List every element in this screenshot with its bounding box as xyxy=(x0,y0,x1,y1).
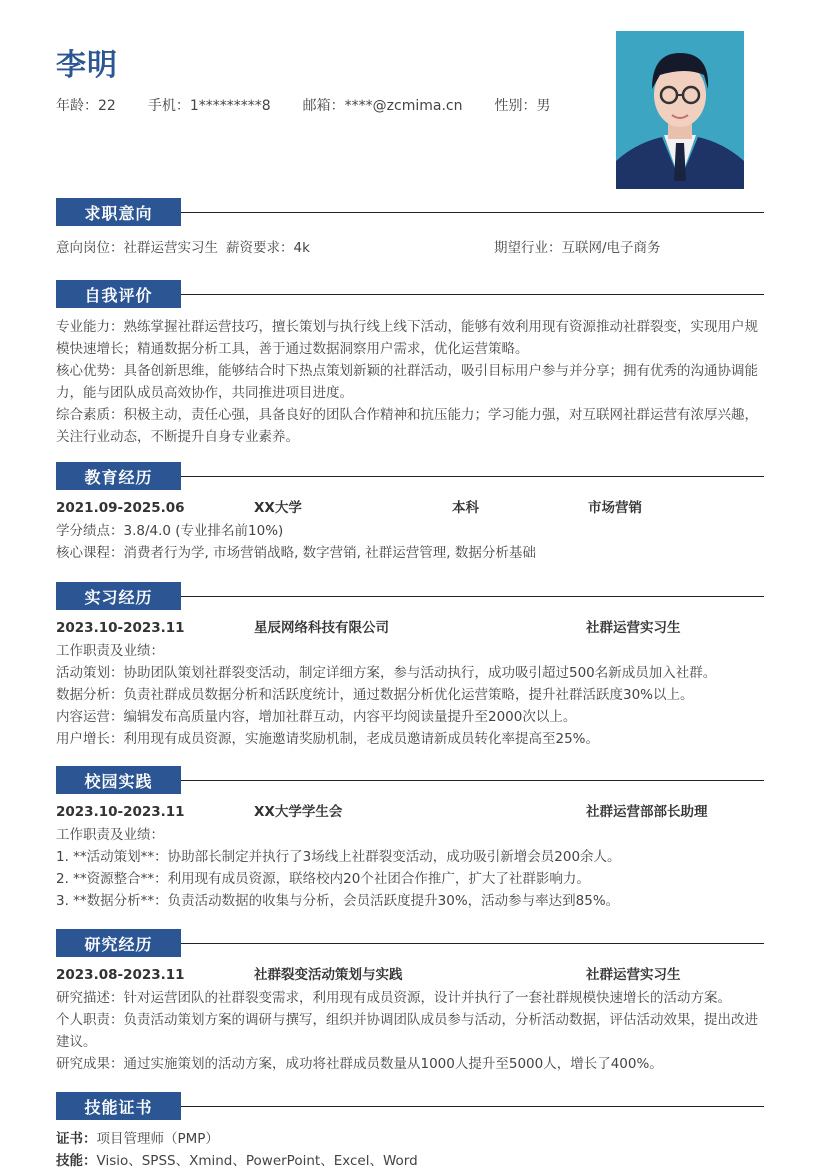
profile-photo xyxy=(616,31,744,189)
intern-company: 星辰网络科技有限公司 xyxy=(254,620,389,636)
intern-line: 用户增长：利用现有成员资源，实施邀请奖励机制，老成员邀请新成员转化率提高至25%。 xyxy=(56,731,600,747)
edu-line: 学分绩点：3.8/4.0 (专业排名前10%) xyxy=(56,523,284,539)
section-internship xyxy=(56,582,764,750)
research-project: 社群裂变活动策划与实践 xyxy=(254,967,403,983)
skill-label: 技能： xyxy=(56,1153,97,1169)
divider xyxy=(181,212,764,213)
divider xyxy=(181,780,764,781)
section-title: 实习经历 xyxy=(56,582,181,610)
section-research xyxy=(56,929,764,1075)
divider xyxy=(181,294,764,295)
research-line: 研究描述：针对运营团队的社群裂变需求，利用现有成员资源，设计并执行了一套社群规模快速增长的活动方案。 xyxy=(56,990,731,1006)
section-skills xyxy=(56,1092,764,1172)
self-eval-line: 综合素质：积极主动，责任心强，具备良好的团队合作精神和抗压能力；学习能力强，对互联网社群运营有浓厚兴趣，关注行业动态，不断提升自身专业素养。 xyxy=(56,407,758,445)
campus-line: 1. **活动策划**：协助部长制定并执行了3场线上社群裂变活动，成功吸引新增会员200余人。 xyxy=(56,849,621,865)
cert-value: 项目管理师（PMP） xyxy=(96,1131,219,1147)
edu-school: XX大学 xyxy=(254,500,302,516)
research-period: 2023.08-2023.11 xyxy=(56,967,185,983)
self-eval-line: 专业能力：熟练掌握社群运营技巧，擅长策划与执行线上线下活动，能够有效利用现有资源推动社群裂变，实现用户规模快速增长；精通数据分析工具，善于通过数据洞察用户需求，优化运营策略。 xyxy=(56,319,758,357)
intent-salary: 薪资要求：4k xyxy=(226,240,310,256)
age: 年龄：22 xyxy=(56,98,116,114)
research-line: 个人职责：负责活动策划方案的调研与撰写，组织并协调团队成员参与活动，分析活动数据，评估活动效果，提出改进建议。 xyxy=(56,1012,758,1050)
intent-industry: 期望行业：互联网/电子商务 xyxy=(494,240,661,256)
section-education xyxy=(56,462,764,564)
section-title: 校园实践 xyxy=(56,766,181,794)
section-self-eval xyxy=(56,280,764,448)
divider xyxy=(181,1106,764,1107)
section-job-intent xyxy=(56,198,764,256)
edu-period: 2021.09-2025.06 xyxy=(56,500,185,516)
campus-line: 3. **数据分析**：负责活动数据的收集与分析，会员活跃度提升30%，活动参与率达到85%。 xyxy=(56,893,620,909)
campus-line: 工作职责及业绩： xyxy=(56,827,164,843)
section-campus xyxy=(56,766,764,912)
cert-label: 证书： xyxy=(56,1131,97,1147)
section-title: 自我评价 xyxy=(56,280,181,308)
intern-line: 工作职责及业绩： xyxy=(56,643,164,659)
intern-line: 活动策划：协助团队策划社群裂变活动，制定详细方案，参与活动执行，成功吸引超过500名新成员加入社群。 xyxy=(56,665,717,681)
divider xyxy=(181,476,764,477)
candidate-name: 李明 xyxy=(56,48,118,83)
skill-value: Visio、SPSS、Xmind、PowerPoint、Excel、Word xyxy=(96,1153,418,1169)
campus-period: 2023.10-2023.11 xyxy=(56,804,185,820)
section-title: 求职意向 xyxy=(56,198,181,226)
self-eval-line: 核心优势：具备创新思维，能够结合时下热点策划新颖的社群活动，吸引目标用户参与并分享；拥有优秀的沟通协调能力，能与团队成员高效协作，共同推进项目进度。 xyxy=(56,363,758,401)
campus-line: 2. **资源整合**：利用现有成员资源，联络校内20个社团合作推广，扩大了社群影响力。 xyxy=(56,871,590,887)
divider xyxy=(181,596,764,597)
divider xyxy=(181,943,764,944)
section-title: 教育经历 xyxy=(56,462,181,490)
edu-major: 市场营销 xyxy=(588,500,642,516)
edu-degree: 本科 xyxy=(452,500,479,516)
research-role: 社群运营实习生 xyxy=(586,967,681,983)
section-title: 研究经历 xyxy=(56,929,181,957)
research-line: 研究成果：通过实施策划的活动方案，成功将社群成员数量从1000人提升至5000人，增长了400%。 xyxy=(56,1056,663,1072)
campus-org: XX大学学生会 xyxy=(254,804,343,820)
intent-position: 意向岗位：社群运营实习生 xyxy=(56,240,218,256)
email: 邮箱：****@zcmima.cn xyxy=(302,98,463,114)
intern-line: 数据分析：负责社群成员数据分析和活跃度统计，通过数据分析优化运营策略，提升社群活跃度30%以上。 xyxy=(56,687,694,703)
section-title: 技能证书 xyxy=(56,1092,181,1120)
campus-role: 社群运营部部长助理 xyxy=(586,804,708,820)
intern-period: 2023.10-2023.11 xyxy=(56,620,185,636)
intern-line: 内容运营：编辑发布高质量内容，增加社群互动，内容平均阅读量提升至2000次以上。 xyxy=(56,709,577,725)
gender: 性别：男 xyxy=(494,98,551,114)
edu-line: 核心课程：消费者行为学, 市场营销战略, 数字营销, 社群运营管理, 数据分析基础 xyxy=(56,545,536,561)
phone: 手机：1*********8 xyxy=(147,98,271,114)
basic-info xyxy=(56,95,582,115)
intern-role: 社群运营实习生 xyxy=(586,620,681,636)
